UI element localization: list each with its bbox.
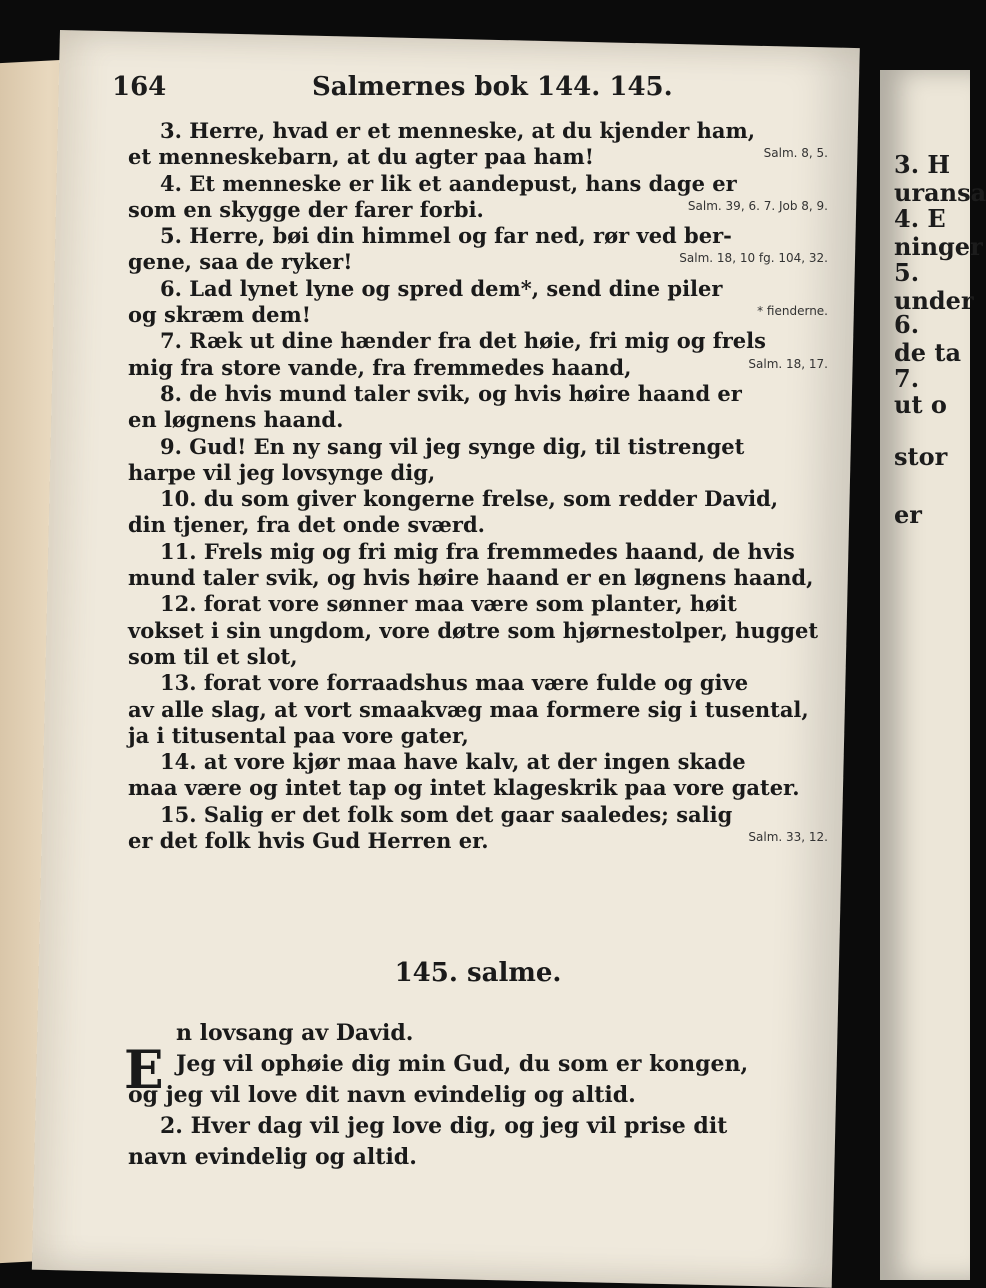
verse-line: n lovsang av David. <box>176 1020 414 1046</box>
verse-text: mund taler svik, og hvis høire haand er en løgnens haand, <box>128 565 814 591</box>
facing-page <box>880 70 986 1280</box>
verse-line <box>128 197 828 223</box>
verse-line <box>128 118 828 144</box>
verse-text: er det folk hvis Gud Herren er. <box>128 828 489 854</box>
verse-text: mig fra store vande, fra fremmedes haand, <box>128 354 632 380</box>
verse-text: maa være og intet tap og intet klageskrik paa vore gater. <box>128 775 800 801</box>
cross-reference: Salm. 18, 17. <box>748 356 828 371</box>
running-head <box>112 72 852 112</box>
verse-line <box>128 460 828 486</box>
verse-line <box>128 355 828 381</box>
facing-page-fragment: ut o <box>894 390 947 419</box>
cross-reference: Salm. 39, 6. 7. Job 8, 9. <box>687 198 828 213</box>
verse-line: navn evindelig og altid. <box>128 1144 417 1170</box>
verse-line <box>128 749 828 775</box>
verse-text: ja i titusental paa vore gater, <box>128 722 469 748</box>
verse-text: 12. forat vore sønner maa være som planter, høit <box>160 591 737 617</box>
verse-text: 9. Gud! En ny sang vil jeg synge dig, til tistrenget <box>160 433 745 459</box>
page-title: Salmernes bok 144. 145. <box>312 72 673 102</box>
verse-text: og skræm dem! <box>128 302 311 328</box>
verse-line <box>128 328 828 354</box>
verse-text: 4. Et menneske er lik et aandepust, hans dage er <box>160 170 737 196</box>
facing-page-fragment: 6. <box>894 310 920 339</box>
verse-text: 3. Herre, hvad er et menneske, at du kjender ham, <box>160 118 756 143</box>
verse-text: 11. Frels mig og fri mig fra fremmedes haand, de hvis <box>160 538 795 564</box>
verse-line <box>128 723 828 749</box>
verse-line <box>128 486 828 512</box>
verse-text: 6. Lad lynet lyne og spred dem*, send dine piler <box>160 275 723 301</box>
verse-line <box>128 249 828 275</box>
verse-text: av alle slag, at vort smaakvæg maa formere sig i tusental, <box>128 696 809 722</box>
verse-line: Jeg vil ophøie dig min Gud, du som er kongen, <box>176 1051 749 1077</box>
verse-text: 14. at vore kjør maa have kalv, at der ingen skade <box>160 749 746 775</box>
facing-page-fragment: er <box>894 500 922 529</box>
facing-page-fragment: 5. <box>894 258 920 287</box>
verse-line <box>128 775 828 801</box>
facing-page-fragment: de ta <box>894 338 962 367</box>
verse-text: 5. Herre, bøi din himmel og far ned, rør ved ber- <box>160 223 732 249</box>
verse-line <box>128 802 828 828</box>
verse-text: din tjener, fra det onde sværd. <box>128 512 485 538</box>
verse-line <box>128 670 828 696</box>
cross-reference: Salm. 18, 10 fg. 104, 32. <box>679 251 828 266</box>
verse-text: som til et slot, <box>128 643 298 669</box>
verse-line: 2. Hver dag vil jeg love dig, og jeg vil prise dit <box>160 1113 728 1139</box>
verse-text: vokset i sin ungdom, vore døtre som hjørnestolper, hugget <box>128 617 819 643</box>
verse-text: 7. Ræk ut dine hænder fra det høie, fri mig og frels <box>160 328 766 354</box>
verse-text: et menneskebarn, at du agter paa ham! <box>128 144 594 170</box>
verse-text: gene, saa de ryker! <box>128 249 353 275</box>
verse-line <box>128 697 828 723</box>
verse-line <box>128 381 828 407</box>
verse-line <box>128 144 828 170</box>
verse-line <box>128 618 828 644</box>
verse-line <box>128 565 828 591</box>
verse-text: som en skygge der farer forbi. <box>128 196 484 222</box>
verse-line <box>128 512 828 538</box>
drop-cap: E <box>124 1040 164 1101</box>
verse-text: 10. du som giver kongerne frelse, som redder David, <box>160 486 779 512</box>
facing-page-fragment: stor <box>894 442 948 471</box>
psalm-145-heading: 145. salme. <box>394 958 562 988</box>
cross-reference: Salm. 8, 5. <box>763 146 828 161</box>
verse-line <box>128 828 828 854</box>
psalm-145-text <box>124 1018 828 1173</box>
verse-line <box>128 644 828 670</box>
verse-line <box>128 407 828 433</box>
facing-page-fragment: 4. E <box>894 204 946 233</box>
verse-text: 15. Salig er det folk som det gaar saaledes; salig <box>160 801 733 827</box>
verse-line <box>128 539 828 565</box>
facing-page-fragment: under <box>894 286 974 315</box>
verse-text: 13. forat vore forraadshus maa være fulde og give <box>160 670 749 696</box>
verse-line <box>128 434 828 460</box>
cross-reference: * fienderne. <box>757 304 828 319</box>
verse-line <box>128 591 828 617</box>
verse-text: 8. de hvis mund taler svik, og hvis høire haand er <box>160 380 742 406</box>
page-number: 164 <box>112 72 167 102</box>
facing-page-fragment: uransa <box>894 178 986 207</box>
psalm-144-text <box>124 118 828 1170</box>
facing-page-fragment: 3. H <box>894 150 951 179</box>
verse-text: harpe vil jeg lovsynge dig, <box>128 459 436 485</box>
verse-line: og jeg vil love dit navn evindelig og altid. <box>128 1082 636 1108</box>
facing-page-fragment: 7. <box>894 364 920 393</box>
cross-reference: Salm. 33, 12. <box>748 830 828 845</box>
verse-line <box>128 302 828 328</box>
verse-text: en løgnens haand. <box>128 407 344 433</box>
verse-lines <box>128 118 828 854</box>
verse-line <box>128 276 828 302</box>
facing-page-fragment: ninger <box>894 232 983 261</box>
